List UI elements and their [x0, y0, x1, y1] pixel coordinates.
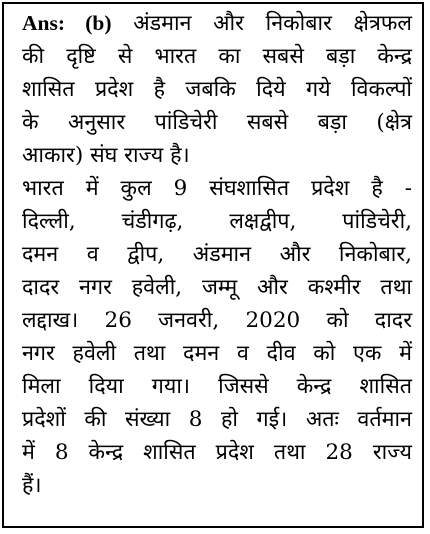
answer-text-block: [22, 7, 412, 502]
answer-line-14: में 8 केन्द्र शासित प्रदेश तथा 28 राज्य: [22, 440, 412, 465]
answer-line-11: नगर हवेली तथा दमन व दीव को एक में: [22, 341, 412, 366]
answer-line-4: के अनुसार पांडिचेरी सबसे बड़ा (क्षेत्र: [22, 110, 412, 135]
answer-line-1: [22, 7, 412, 40]
answer-line-12: मिला दिया गया। जिससे केन्द्र शासित: [22, 374, 412, 399]
answer-line-13: प्रदेशों की संख्या 8 हो गई। अतः वर्तमान: [22, 407, 412, 432]
answer-line-8: दमन व द्वीप, अंडमान और निकोबार,: [22, 242, 412, 267]
answer-prefix: Ans: (b): [22, 11, 112, 35]
answer-line-15: हैं।: [22, 473, 42, 498]
answer-line-3: शासित प्रदेश है जबकि दिये गये विकल्पों: [22, 77, 412, 102]
answer-line-1-text: अंडमान और निकोबार क्षेत्रफल: [133, 11, 412, 36]
answer-line-5: आकार) संघ राज्य है।: [22, 143, 190, 168]
answer-line-6: भारत में कुल 9 संघशासित प्रदेश है -: [22, 176, 412, 201]
answer-line-9: दादर नगर हवेली, जम्मू और कश्मीर तथा: [22, 275, 412, 300]
answer-line-2: की दृष्टि से भारत का सबसे बड़ा केन्द्र: [22, 44, 412, 69]
answer-line-7: दिल्ली, चंडीगढ़, लक्षद्वीप, पांडिचेरी,: [22, 209, 412, 234]
answer-box: [2, 2, 424, 528]
answer-line-10: लद्दाख। 26 जनवरी, 2020 को दादर: [22, 308, 412, 333]
